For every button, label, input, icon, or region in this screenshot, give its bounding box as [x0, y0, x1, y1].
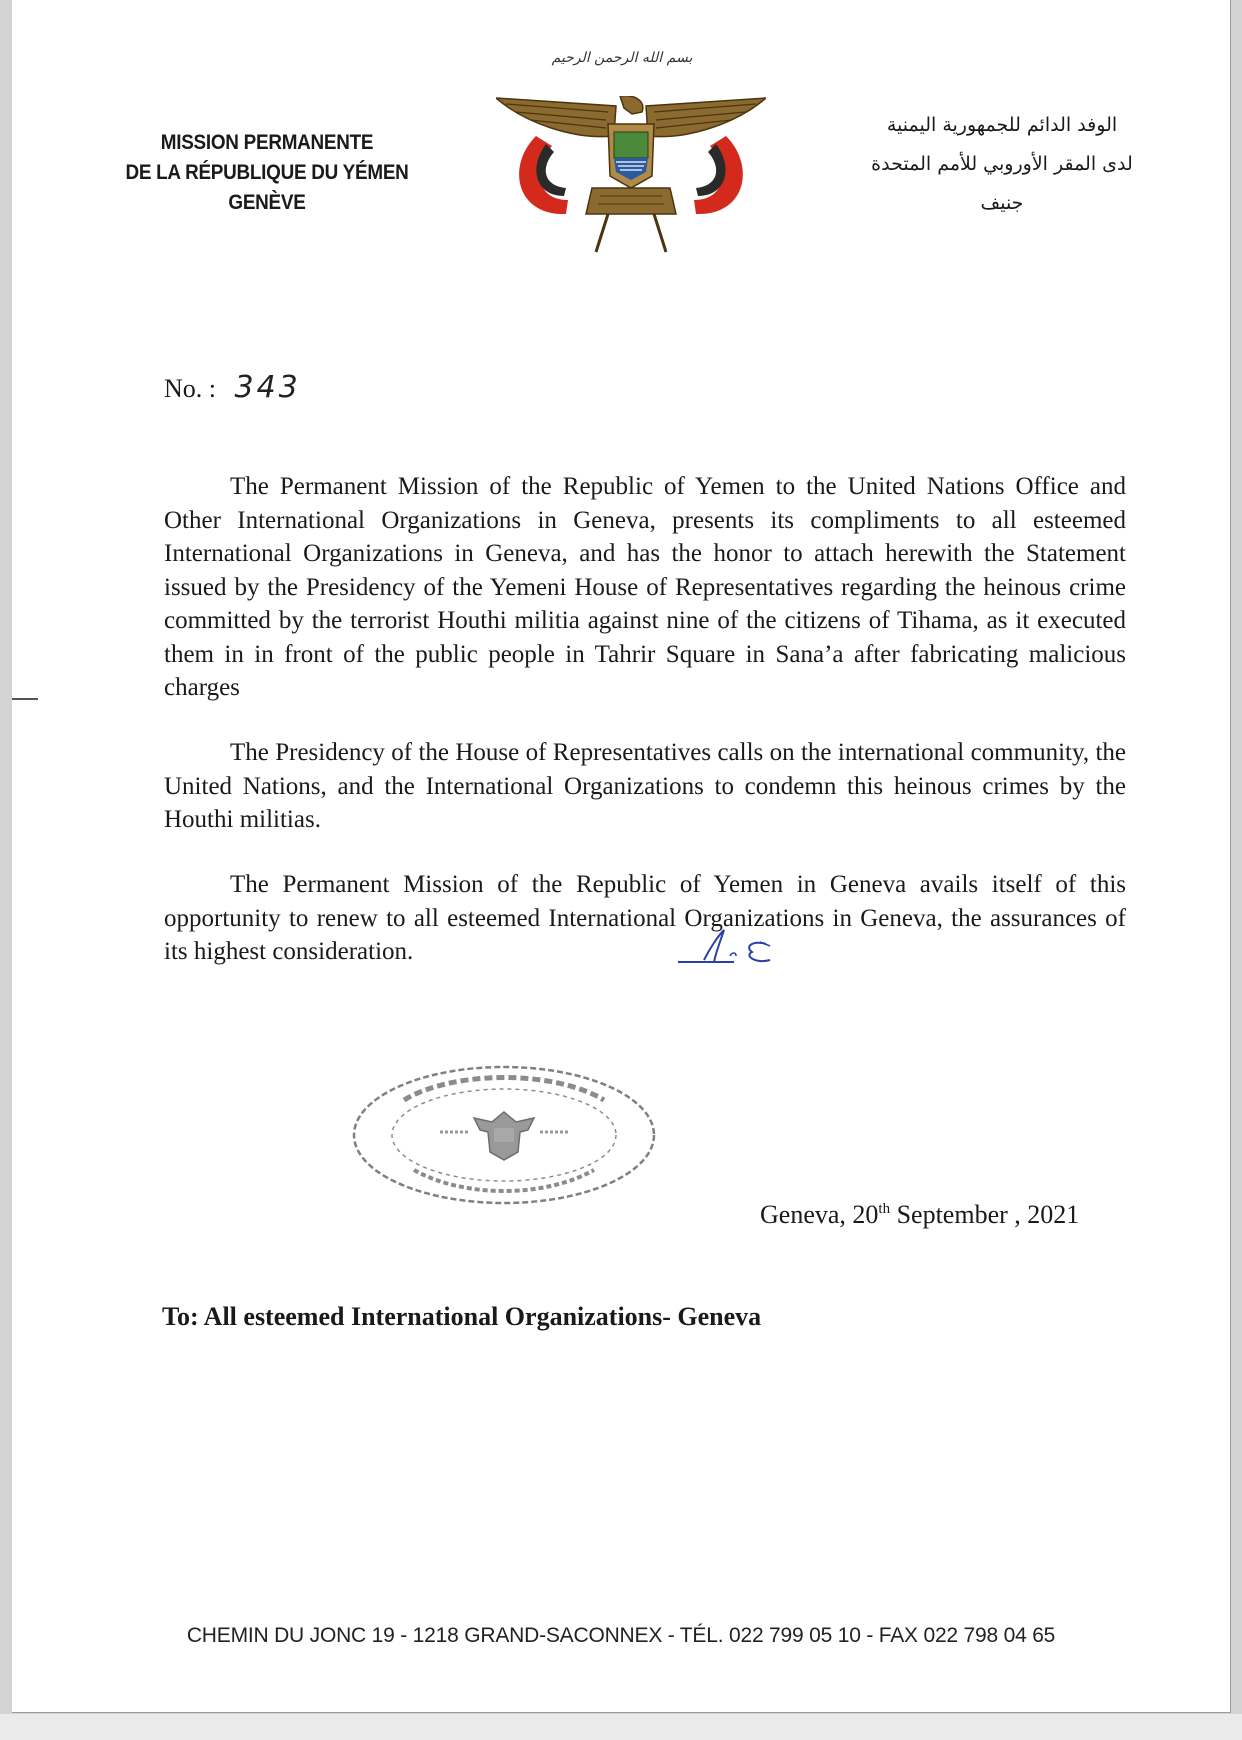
signature-icon — [674, 922, 784, 970]
date-prefix: Geneva, 20 — [760, 1200, 879, 1229]
next-page-edge — [0, 1714, 1242, 1740]
body-paragraph-1 — [164, 470, 1126, 705]
header-french-line: MISSION PERMANENTE — [160, 131, 374, 154]
letter-page — [12, 0, 1231, 1713]
mission-header-arabic — [842, 106, 1162, 223]
reference-number — [164, 370, 301, 405]
basmala: بسم الله الرحمن الرحيم — [551, 50, 693, 66]
mission-header-french — [119, 128, 416, 218]
header-arabic-line: لدى المقر الأوروبي للأمم المتحدة — [871, 153, 1133, 175]
yemen-eagle-emblem-icon — [496, 96, 766, 256]
header-arabic-line: جنيف — [980, 192, 1024, 214]
official-stamp-icon — [344, 1060, 664, 1210]
letter-date — [760, 1200, 1079, 1230]
body-paragraph-2 — [164, 736, 1126, 837]
header-arabic-line: الوفد الدائم للجمهورية اليمنية — [886, 114, 1118, 136]
paragraph-text: The Permanent Mission of the Republic of Yemen in Geneva avails itself of this opportunity to renew to all esteemed International Organizations in Geneva, the assurances of its highest consideration. — [164, 871, 1126, 965]
margin-mark — [12, 698, 38, 700]
date-ordinal: th — [878, 1201, 891, 1217]
date-rest: September , 2021 — [890, 1200, 1080, 1229]
header-french-line: DE LA RÉPUBLIQUE DU YÉMEN — [125, 161, 409, 184]
footer-address: CHEMIN DU JONC 19 - 1218 GRAND-SACONNEX - TÉL. 022 799 05 10 - FAX 022 798 04 65 — [186, 1624, 1056, 1647]
paragraph-text: The Permanent Mission of the Republic of Yemen to the United Nations Office and Other International Organizations in Geneva, presents its compliments to all esteemed International Organizations in Geneva, and has the honor to attach herewith the Statement issued by the Presidency of the Yemeni House of Representatives regarding the heinous crime committed by the terrorist Houthi militia against nine of the citizens of Tihama, as it executed them in in front of the public people in Tahrir Square in Sana’a after fabricating malicious charges — [164, 473, 1126, 701]
reference-label: No. : — [164, 374, 216, 403]
body-paragraph-3 — [164, 868, 1126, 969]
paragraph-text: The Presidency of the House of Representatives calls on the international community, the United Nations, and the International Organizations to condemn this heinous crimes by the Houthi militias. — [164, 739, 1126, 833]
header-french-line: GENÈVE — [228, 191, 306, 214]
reference-value: 343 — [234, 370, 301, 405]
addressee: To: All esteemed International Organizations- Geneva — [162, 1302, 762, 1331]
